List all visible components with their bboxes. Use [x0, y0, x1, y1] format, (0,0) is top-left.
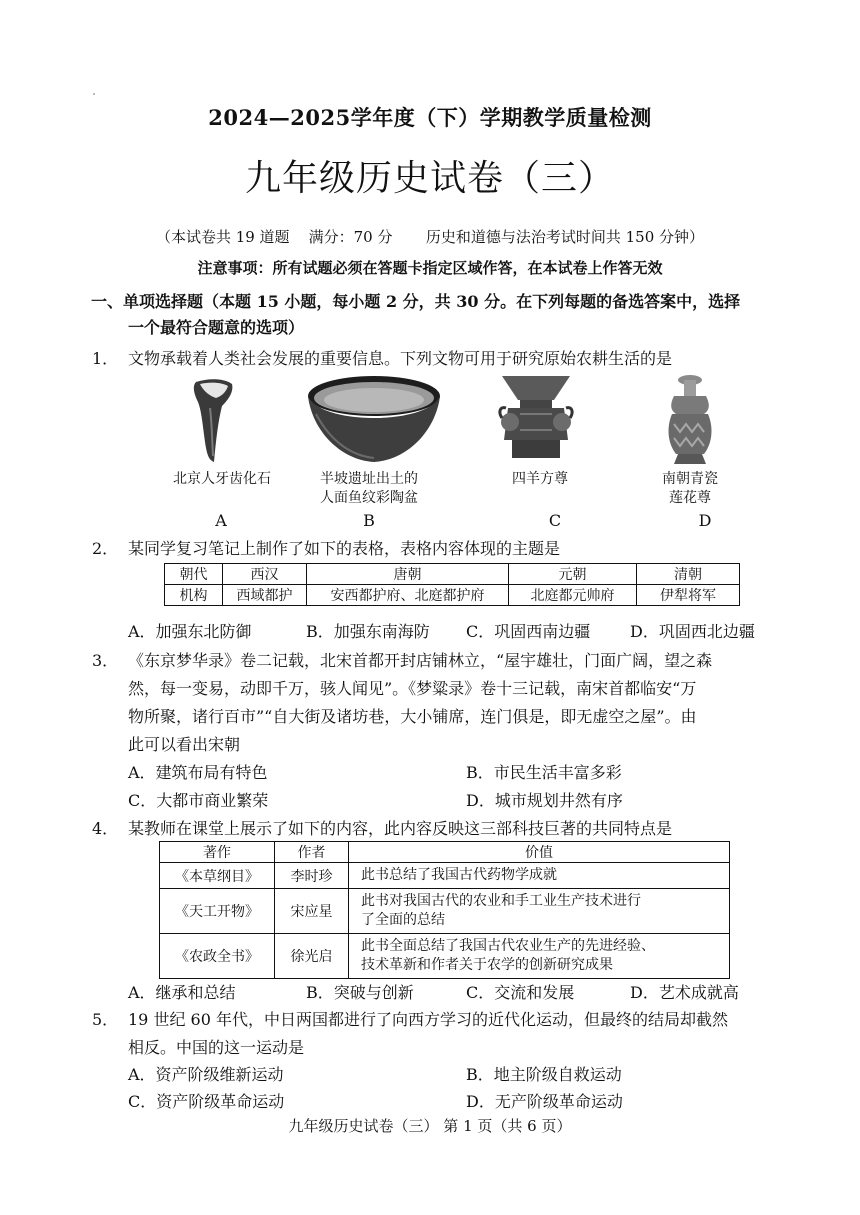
- q2-option-a[interactable]: A．加强东北防御: [128, 622, 252, 641]
- painted-pottery-basin-image: [306, 374, 442, 464]
- q5-number: 5．: [92, 1010, 119, 1029]
- q3-stem-line: 《东京梦华录》卷二记载，北宋首都开封店铺林立，“屋宇雄壮，门面广阔，望之森: [128, 651, 713, 670]
- book-value: 此书总结了我国古代药物学成就: [349, 863, 730, 889]
- science-books-table: [159, 841, 730, 979]
- book-value: 此书全面总结了我国古代农业生产的先进经验、 技术革新和作者关于农学的创新研究成果: [349, 934, 730, 979]
- exam-info: （本试卷共 19 道题 满分：70 分 历史和道德与法治考试时间共 150 分钟）: [155, 228, 705, 246]
- artifact-c-caption: 四羊方尊: [512, 471, 568, 487]
- book-value: 此书对我国古代的农业和手工业生产技术进行 了全面的总结: [349, 889, 730, 934]
- book-author: 徐光启: [275, 934, 349, 979]
- q5-stem-line: 19 世纪 60 年代，中日两国都进行了向西方学习的近代化运动，但最终的结局却截然: [128, 1010, 728, 1029]
- table-row: [160, 863, 730, 889]
- fossil-tooth-image: [190, 378, 238, 464]
- option-letter-c: C: [548, 511, 562, 530]
- q3-stem-line: 然，每一变易，动即千万，骇人闻见”。《梦粱录》卷十三记载，南宋首都临安“万: [128, 679, 697, 698]
- q3-stem-line: 物所聚，诸行百市”“自大街及诸坊巷，大小铺席，连门俱是，即无虚空之屋”。由: [128, 707, 697, 726]
- q4-option-d[interactable]: D．艺术成就高: [630, 983, 739, 1002]
- table-row: [160, 889, 730, 934]
- q1-number: 1．: [92, 349, 119, 368]
- option-letter-b: B: [363, 511, 375, 530]
- book-title: 《本草纲目》: [160, 863, 275, 889]
- q3-option-d[interactable]: D．城市规划井然有序: [466, 791, 623, 810]
- table-cell: 北庭都元帅府: [509, 585, 637, 606]
- q2-number: 2．: [92, 539, 119, 558]
- option-letter-a: A: [215, 511, 227, 530]
- page-footer: 九年级历史试卷（三） 第 1 页（共 6 页）: [288, 1117, 572, 1135]
- table-header-row: [160, 842, 730, 863]
- table-row: [160, 934, 730, 979]
- table-cell: 西域都护: [223, 585, 307, 606]
- book-author: 李时珍: [275, 863, 349, 889]
- q5-option-b[interactable]: B．地主阶级自救运动: [466, 1065, 622, 1084]
- frontier-institutions-table: [164, 563, 740, 606]
- table-cell: 机构: [165, 585, 223, 606]
- artifact-b-caption: 半坡遗址出土的 人面鱼纹彩陶盆: [320, 471, 418, 506]
- q4-option-a[interactable]: A．继承和总结: [128, 983, 236, 1002]
- table-cell: 唐朝: [307, 564, 509, 585]
- table-cell: 清朝: [637, 564, 740, 585]
- q2-stem: 某同学复习笔记上制作了如下的表格，表格内容体现的主题是: [128, 539, 561, 558]
- exam-period-title: 2024—2025学年度（下）学期教学质量检测: [208, 105, 652, 130]
- table-header: 作者: [275, 842, 349, 863]
- q5-option-c[interactable]: C．资产阶级革命运动: [128, 1092, 285, 1111]
- table-cell: 安西都护府、北庭都护府: [307, 585, 509, 606]
- q4-option-c[interactable]: C．交流和发展: [466, 983, 575, 1002]
- q5-option-a[interactable]: A．资产阶级维新运动: [128, 1065, 284, 1084]
- q5-option-d[interactable]: D．无产阶级革命运动: [466, 1092, 623, 1111]
- section-heading-cont: 一个最符合题意的选项）: [128, 318, 305, 337]
- q3-option-c[interactable]: C．大都市商业繁荣: [128, 791, 269, 810]
- table-row: [165, 564, 740, 585]
- table-cell: 元朝: [509, 564, 637, 585]
- book-title: 《天工开物》: [160, 889, 275, 934]
- q3-number: 3．: [92, 651, 119, 670]
- four-goat-square-zun-image: [498, 374, 574, 460]
- table-header: 著作: [160, 842, 275, 863]
- exam-title: 九年级历史试卷（三）: [244, 158, 615, 199]
- scan-speck: [93, 93, 95, 95]
- table-header: 价值: [349, 842, 730, 863]
- q3-stem-line: 此可以看出宋朝: [128, 735, 241, 754]
- book-title: 《农政全书》: [160, 934, 275, 979]
- q5-stem-line: 相反。中国的这一运动是: [128, 1038, 305, 1057]
- option-letter-d: D: [698, 511, 712, 530]
- section-heading: 一、单项选择题（本题 15 小题，每小题 2 分，共 30 分。在下列每题的备选答案中，选择: [91, 292, 741, 311]
- table-row: [165, 585, 740, 606]
- table-cell: 朝代: [165, 564, 223, 585]
- q2-option-b[interactable]: B．加强东南海防: [306, 622, 430, 641]
- q4-number: 4．: [92, 819, 119, 838]
- table-cell: 伊犁将军: [637, 585, 740, 606]
- q3-option-b[interactable]: B．市民生活丰富多彩: [466, 763, 622, 782]
- q4-option-b[interactable]: B．突破与创新: [306, 983, 414, 1002]
- q1-stem: 文物承载着人类社会发展的重要信息。下列文物可用于研究原始农耕生活的是: [128, 349, 673, 368]
- table-cell: 西汉: [223, 564, 307, 585]
- q2-option-c[interactable]: C．巩固西南边疆: [466, 622, 591, 641]
- q4-stem: 某教师在课堂上展示了如下的内容，此内容反映这三部科技巨著的共同特点是: [128, 819, 673, 838]
- celadon-lotus-zun-image: [666, 374, 714, 466]
- q2-option-d[interactable]: D．巩固西北边疆: [630, 622, 755, 641]
- q3-option-a[interactable]: A．建筑布局有特色: [128, 763, 268, 782]
- book-author: 宋应星: [275, 889, 349, 934]
- exam-notice: 注意事项：所有试题必须在答题卡指定区域作答，在本试卷上作答无效: [197, 259, 663, 277]
- artifact-d-caption: 南朝青瓷 莲花尊: [662, 471, 718, 506]
- artifact-a-caption: 北京人牙齿化石: [173, 471, 271, 487]
